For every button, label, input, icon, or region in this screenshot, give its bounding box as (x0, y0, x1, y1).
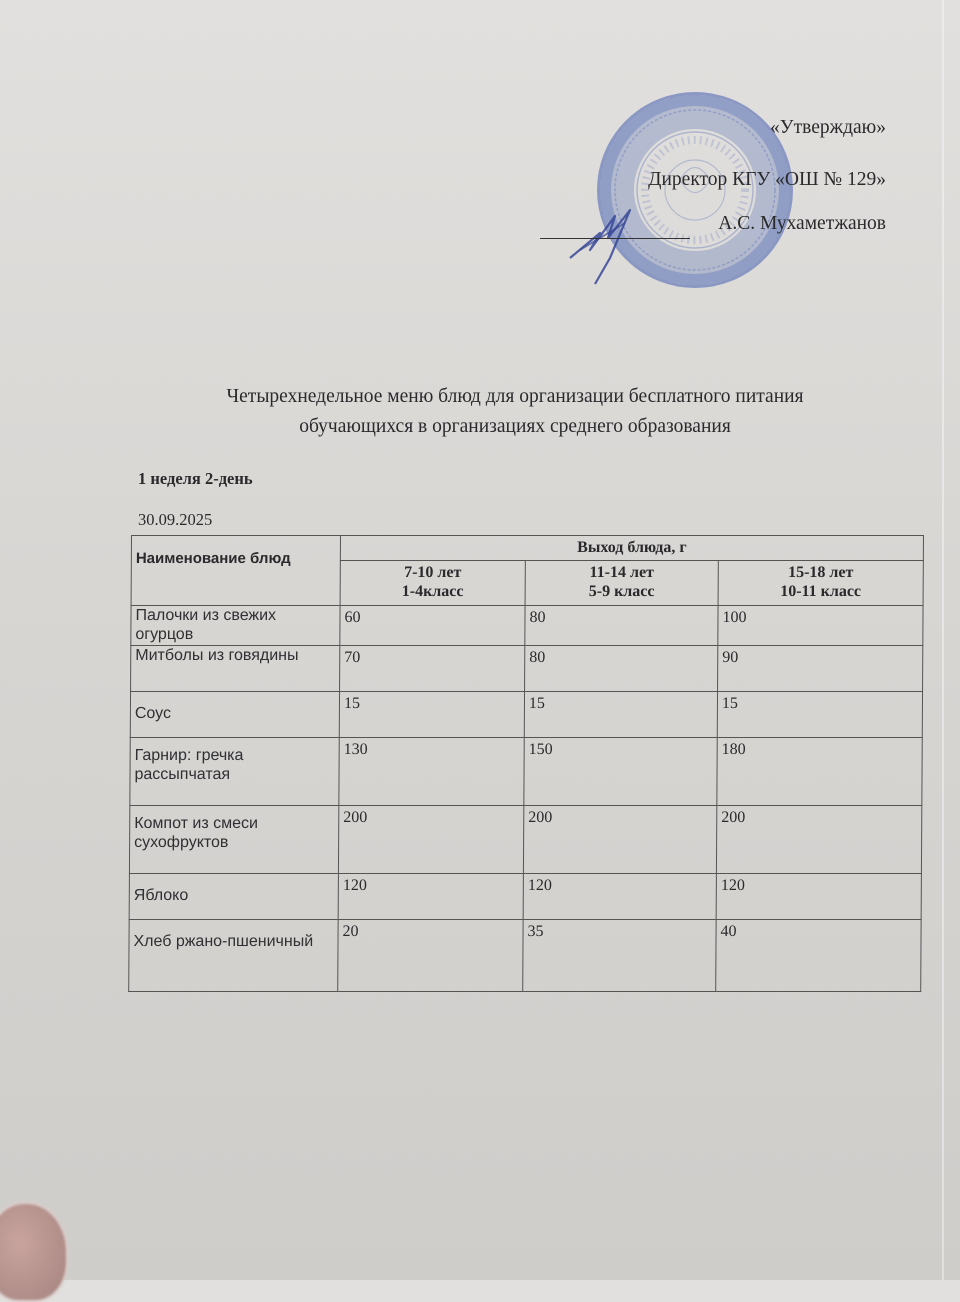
portion-value: 130 (339, 738, 524, 806)
grade-label: 10-11 класс (780, 583, 862, 601)
portion-value: 200 (523, 806, 716, 874)
approval-signatory: А.С. Мухаметжанов (718, 213, 886, 234)
dish-name: Яблоко (129, 874, 338, 920)
portion-value: 15 (524, 692, 717, 738)
dish-name: Палочки из свежих огурцов (131, 606, 340, 646)
portion-value: 35 (523, 920, 716, 992)
portion-value: 15 (717, 692, 922, 738)
portion-value: 200 (716, 806, 921, 874)
portion-value: 15 (339, 692, 524, 738)
header-age-group-3 (718, 561, 923, 606)
table-row (130, 692, 922, 738)
week-day-label: 1 неделя 2-день (138, 469, 253, 488)
dish-name: Митболы из говядины (131, 646, 340, 692)
dish-name: Хлеб ржано-пшеничный (129, 920, 338, 992)
table-header-row (131, 536, 923, 561)
dish-name: Компот из смеси сухофруктов (129, 806, 338, 874)
dish-name: Гарнир: гречка рассыпчатая (130, 738, 339, 806)
dish-name: Соус (130, 692, 339, 738)
table-row (131, 606, 923, 646)
grade-label: 1-4класс (401, 583, 464, 601)
portion-value: 20 (338, 920, 523, 992)
portion-value: 70 (340, 646, 525, 692)
approval-position: Директор КГУ «ОШ № 129» (648, 169, 886, 190)
age-label: 7-10 лет (404, 564, 462, 582)
document-title (120, 382, 910, 442)
age-label: 11-14 лет (589, 564, 655, 582)
portion-value: 80 (525, 606, 718, 646)
portion-value: 60 (340, 606, 525, 646)
portion-value: 40 (716, 920, 921, 992)
table-row (130, 738, 922, 806)
portion-value: 180 (717, 738, 922, 806)
page-edge (942, 0, 944, 1280)
header-age-group-1 (340, 561, 525, 606)
menu-date: 30.09.2025 (138, 510, 213, 529)
table-row (129, 806, 921, 874)
header-portion-output: Выход блюда, г (340, 536, 923, 561)
portion-value: 200 (338, 806, 523, 874)
header-dish-name: Наименование блюд (131, 536, 340, 606)
portion-value: 120 (338, 874, 523, 920)
portion-value: 150 (524, 738, 717, 806)
portion-value: 80 (525, 646, 718, 692)
table-row (129, 874, 921, 920)
menu-table (128, 535, 924, 992)
signature-line (540, 238, 690, 239)
table-row (131, 646, 923, 692)
approval-label: «Утверждаю» (770, 117, 886, 138)
title-line-1: Четырехнедельное меню блюд для организации бесплатного питания (226, 386, 804, 407)
grade-label: 5-9 класс (588, 583, 655, 601)
title-line-2: обучающихся в организациях среднего образования (299, 416, 731, 437)
fingertip-in-photo (0, 1202, 68, 1302)
portion-value: 120 (523, 874, 716, 920)
portion-value: 120 (716, 874, 921, 920)
header-age-group-2 (525, 561, 718, 606)
portion-value: 90 (718, 646, 923, 692)
portion-value: 100 (718, 606, 923, 646)
age-label: 15-18 лет (788, 564, 854, 582)
table-row (129, 920, 921, 992)
